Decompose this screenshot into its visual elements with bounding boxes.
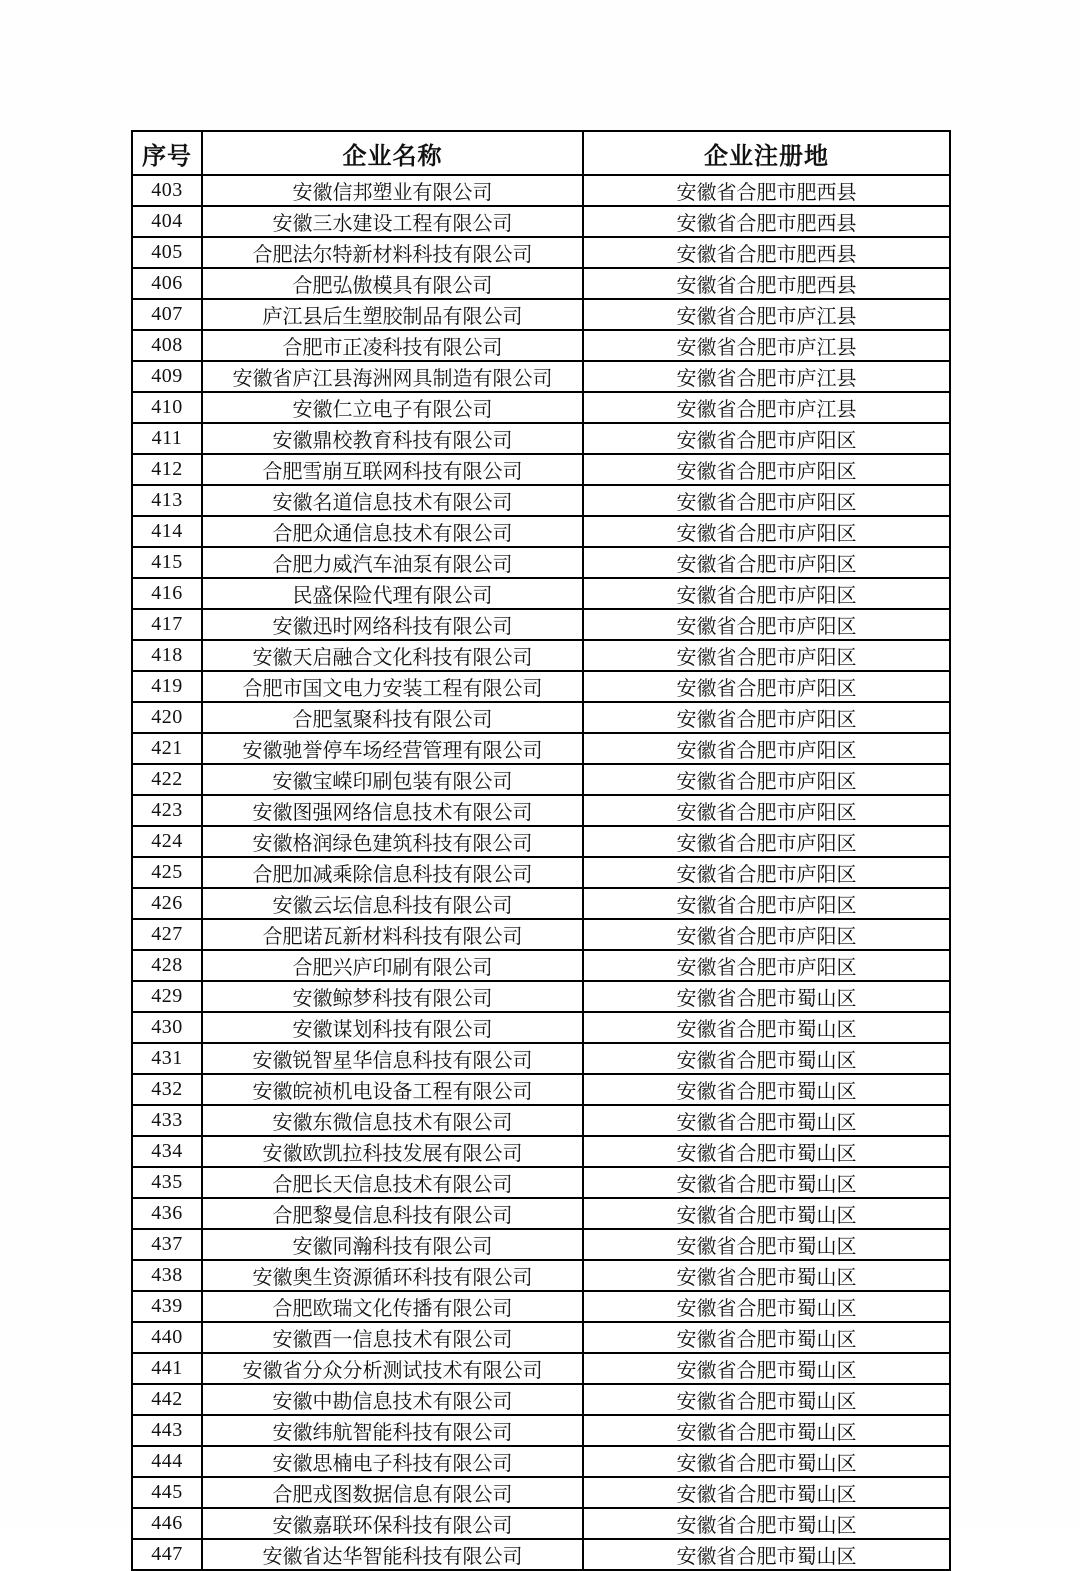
row-index-cell: 414 — [132, 516, 202, 547]
table-row — [132, 950, 950, 981]
company-name-cell: 安徽谋划科技有限公司 — [202, 1012, 583, 1043]
row-index-cell: 435 — [132, 1167, 202, 1198]
company-location-cell: 安徽省合肥市蜀山区 — [583, 1415, 950, 1446]
table-row — [132, 1012, 950, 1043]
company-name-cell: 安徽奥生资源循环科技有限公司 — [202, 1260, 583, 1291]
company-table — [131, 130, 951, 1571]
company-location-cell: 安徽省合肥市庐江县 — [583, 392, 950, 423]
table-row — [132, 888, 950, 919]
row-index-cell: 408 — [132, 330, 202, 361]
company-location-cell: 安徽省合肥市肥西县 — [583, 175, 950, 206]
row-index-cell: 417 — [132, 609, 202, 640]
table-row — [132, 547, 950, 578]
company-location-cell: 安徽省合肥市庐阳区 — [583, 764, 950, 795]
company-location-cell: 安徽省合肥市庐阳区 — [583, 795, 950, 826]
row-index-cell: 440 — [132, 1322, 202, 1353]
company-name-cell: 安徽迅时网络科技有限公司 — [202, 609, 583, 640]
company-name-cell: 安徽省分众分析测试技术有限公司 — [202, 1353, 583, 1384]
table-row — [132, 609, 950, 640]
company-location-cell: 安徽省合肥市蜀山区 — [583, 1384, 950, 1415]
row-index-cell: 426 — [132, 888, 202, 919]
company-location-cell: 安徽省合肥市庐阳区 — [583, 733, 950, 764]
table-row — [132, 392, 950, 423]
company-name-cell: 合肥戎图数据信息有限公司 — [202, 1477, 583, 1508]
row-index-cell: 405 — [132, 237, 202, 268]
company-name-cell: 合肥力威汽车油泵有限公司 — [202, 547, 583, 578]
company-location-cell: 安徽省合肥市蜀山区 — [583, 1012, 950, 1043]
company-name-cell: 安徽思楠电子科技有限公司 — [202, 1446, 583, 1477]
company-location-cell: 安徽省合肥市庐阳区 — [583, 454, 950, 485]
company-location-cell: 安徽省合肥市蜀山区 — [583, 1043, 950, 1074]
company-name-cell: 安徽皖祯机电设备工程有限公司 — [202, 1074, 583, 1105]
table-header-row — [132, 131, 950, 175]
row-index-cell: 441 — [132, 1353, 202, 1384]
table-row — [132, 1539, 950, 1570]
company-location-cell: 安徽省合肥市庐阳区 — [583, 423, 950, 454]
row-index-cell: 412 — [132, 454, 202, 485]
table-row — [132, 733, 950, 764]
company-location-cell: 安徽省合肥市庐阳区 — [583, 826, 950, 857]
row-index-cell: 403 — [132, 175, 202, 206]
table-row — [132, 175, 950, 206]
table-row — [132, 1043, 950, 1074]
company-location-cell: 安徽省合肥市庐阳区 — [583, 702, 950, 733]
table-row — [132, 1322, 950, 1353]
company-name-cell: 合肥法尔特新材料科技有限公司 — [202, 237, 583, 268]
company-location-cell: 安徽省合肥市庐阳区 — [583, 609, 950, 640]
row-index-cell: 409 — [132, 361, 202, 392]
company-location-cell: 安徽省合肥市蜀山区 — [583, 1229, 950, 1260]
company-name-cell: 合肥欧瑞文化传播有限公司 — [202, 1291, 583, 1322]
table-row — [132, 237, 950, 268]
row-index-cell: 433 — [132, 1105, 202, 1136]
table-row — [132, 361, 950, 392]
table-row — [132, 1353, 950, 1384]
company-location-cell: 安徽省合肥市庐阳区 — [583, 919, 950, 950]
row-index-cell: 425 — [132, 857, 202, 888]
table-row — [132, 423, 950, 454]
company-name-cell: 安徽东微信息技术有限公司 — [202, 1105, 583, 1136]
company-location-cell: 安徽省合肥市庐阳区 — [583, 547, 950, 578]
company-name-cell: 安徽宝嵘印刷包装有限公司 — [202, 764, 583, 795]
table-row — [132, 578, 950, 609]
table-row — [132, 919, 950, 950]
company-name-cell: 合肥市国文电力安装工程有限公司 — [202, 671, 583, 702]
company-name-cell: 安徽同瀚科技有限公司 — [202, 1229, 583, 1260]
company-name-cell: 民盛保险代理有限公司 — [202, 578, 583, 609]
company-name-cell: 安徽天启融合文化科技有限公司 — [202, 640, 583, 671]
row-index-cell: 432 — [132, 1074, 202, 1105]
row-index-cell: 418 — [132, 640, 202, 671]
company-location-cell: 安徽省合肥市蜀山区 — [583, 1291, 950, 1322]
table-row — [132, 640, 950, 671]
company-name-cell: 安徽名道信息技术有限公司 — [202, 485, 583, 516]
company-name-cell: 安徽驰誉停车场经营管理有限公司 — [202, 733, 583, 764]
table-row — [132, 268, 950, 299]
row-index-cell: 407 — [132, 299, 202, 330]
company-name-cell: 安徽图强网络信息技术有限公司 — [202, 795, 583, 826]
company-name-cell: 安徽欧凯拉科技发展有限公司 — [202, 1136, 583, 1167]
table-row — [132, 1136, 950, 1167]
row-index-cell: 416 — [132, 578, 202, 609]
company-name-cell: 安徽鼎校教育科技有限公司 — [202, 423, 583, 454]
table-row — [132, 764, 950, 795]
row-index-cell: 421 — [132, 733, 202, 764]
table-row — [132, 702, 950, 733]
table-row — [132, 857, 950, 888]
table-row — [132, 206, 950, 237]
column-header-company-name: 企业名称 — [202, 131, 583, 175]
row-index-cell: 422 — [132, 764, 202, 795]
row-index-cell: 447 — [132, 1539, 202, 1570]
company-name-cell: 合肥黎曼信息科技有限公司 — [202, 1198, 583, 1229]
company-location-cell: 安徽省合肥市蜀山区 — [583, 1136, 950, 1167]
company-location-cell: 安徽省合肥市庐阳区 — [583, 578, 950, 609]
row-index-cell: 419 — [132, 671, 202, 702]
company-location-cell: 安徽省合肥市庐江县 — [583, 299, 950, 330]
company-name-cell: 安徽信邦塑业有限公司 — [202, 175, 583, 206]
row-index-cell: 411 — [132, 423, 202, 454]
row-index-cell: 444 — [132, 1446, 202, 1477]
table-row — [132, 1260, 950, 1291]
row-index-cell: 429 — [132, 981, 202, 1012]
row-index-cell: 428 — [132, 950, 202, 981]
company-name-cell: 合肥市正凌科技有限公司 — [202, 330, 583, 361]
row-index-cell: 442 — [132, 1384, 202, 1415]
company-name-cell: 合肥诺瓦新材料科技有限公司 — [202, 919, 583, 950]
table-row — [132, 1477, 950, 1508]
company-location-cell: 安徽省合肥市庐阳区 — [583, 950, 950, 981]
company-name-cell: 安徽鲸梦科技有限公司 — [202, 981, 583, 1012]
company-name-cell: 安徽云坛信息科技有限公司 — [202, 888, 583, 919]
row-index-cell: 438 — [132, 1260, 202, 1291]
company-location-cell: 安徽省合肥市蜀山区 — [583, 1198, 950, 1229]
company-location-cell: 安徽省合肥市蜀山区 — [583, 1477, 950, 1508]
company-location-cell: 安徽省合肥市蜀山区 — [583, 1508, 950, 1539]
table-row — [132, 1198, 950, 1229]
company-location-cell: 安徽省合肥市肥西县 — [583, 237, 950, 268]
table-row — [132, 299, 950, 330]
table-row — [132, 516, 950, 547]
row-index-cell: 427 — [132, 919, 202, 950]
company-name-cell: 安徽三水建设工程有限公司 — [202, 206, 583, 237]
row-index-cell: 420 — [132, 702, 202, 733]
row-index-cell: 431 — [132, 1043, 202, 1074]
row-index-cell: 415 — [132, 547, 202, 578]
company-name-cell: 安徽酉一信息技术有限公司 — [202, 1322, 583, 1353]
row-index-cell: 446 — [132, 1508, 202, 1539]
company-location-cell: 安徽省合肥市蜀山区 — [583, 1167, 950, 1198]
company-name-cell: 安徽省庐江县海洲网具制造有限公司 — [202, 361, 583, 392]
row-index-cell: 439 — [132, 1291, 202, 1322]
company-location-cell: 安徽省合肥市庐阳区 — [583, 671, 950, 702]
company-location-cell: 安徽省合肥市蜀山区 — [583, 1260, 950, 1291]
company-location-cell: 安徽省合肥市庐江县 — [583, 361, 950, 392]
row-index-cell: 423 — [132, 795, 202, 826]
company-name-cell: 合肥弘傲模具有限公司 — [202, 268, 583, 299]
table-row — [132, 1508, 950, 1539]
table-row — [132, 826, 950, 857]
table-row — [132, 1446, 950, 1477]
company-name-cell: 安徽锐智星华信息科技有限公司 — [202, 1043, 583, 1074]
row-index-cell: 434 — [132, 1136, 202, 1167]
company-name-cell: 合肥众通信息技术有限公司 — [202, 516, 583, 547]
company-name-cell: 合肥加减乘除信息科技有限公司 — [202, 857, 583, 888]
table-row — [132, 1229, 950, 1260]
company-location-cell: 安徽省合肥市蜀山区 — [583, 1322, 950, 1353]
row-index-cell: 436 — [132, 1198, 202, 1229]
company-location-cell: 安徽省合肥市庐阳区 — [583, 485, 950, 516]
company-location-cell: 安徽省合肥市肥西县 — [583, 268, 950, 299]
company-location-cell: 安徽省合肥市蜀山区 — [583, 1353, 950, 1384]
company-location-cell: 安徽省合肥市蜀山区 — [583, 1105, 950, 1136]
row-index-cell: 406 — [132, 268, 202, 299]
table-row — [132, 1384, 950, 1415]
table-row — [132, 1074, 950, 1105]
company-location-cell: 安徽省合肥市庐阳区 — [583, 516, 950, 547]
company-location-cell: 安徽省合肥市蜀山区 — [583, 981, 950, 1012]
column-header-registration-place: 企业注册地 — [583, 131, 950, 175]
row-index-cell: 424 — [132, 826, 202, 857]
table-row — [132, 330, 950, 361]
company-location-cell: 安徽省合肥市庐阳区 — [583, 857, 950, 888]
table-row — [132, 485, 950, 516]
company-name-cell: 安徽纬航智能科技有限公司 — [202, 1415, 583, 1446]
company-name-cell: 合肥雪崩互联网科技有限公司 — [202, 454, 583, 485]
table-row — [132, 1415, 950, 1446]
table-row — [132, 981, 950, 1012]
company-name-cell: 安徽中勘信息技术有限公司 — [202, 1384, 583, 1415]
table-row — [132, 1167, 950, 1198]
company-name-cell: 安徽嘉联环保科技有限公司 — [202, 1508, 583, 1539]
company-table-body — [132, 175, 950, 1570]
row-index-cell: 443 — [132, 1415, 202, 1446]
row-index-cell: 437 — [132, 1229, 202, 1260]
company-name-cell: 安徽省达华智能科技有限公司 — [202, 1539, 583, 1570]
company-location-cell: 安徽省合肥市蜀山区 — [583, 1074, 950, 1105]
row-index-cell: 430 — [132, 1012, 202, 1043]
table-row — [132, 1291, 950, 1322]
company-name-cell: 安徽仁立电子有限公司 — [202, 392, 583, 423]
row-index-cell: 413 — [132, 485, 202, 516]
company-location-cell: 安徽省合肥市肥西县 — [583, 206, 950, 237]
company-name-cell: 安徽格润绿色建筑科技有限公司 — [202, 826, 583, 857]
company-name-cell: 合肥氢聚科技有限公司 — [202, 702, 583, 733]
company-name-cell: 合肥长天信息技术有限公司 — [202, 1167, 583, 1198]
company-location-cell: 安徽省合肥市蜀山区 — [583, 1446, 950, 1477]
table-row — [132, 1105, 950, 1136]
table-row — [132, 671, 950, 702]
company-name-cell: 合肥兴庐印刷有限公司 — [202, 950, 583, 981]
row-index-cell: 410 — [132, 392, 202, 423]
row-index-cell: 445 — [132, 1477, 202, 1508]
row-index-cell: 404 — [132, 206, 202, 237]
company-name-cell: 庐江县后生塑胶制品有限公司 — [202, 299, 583, 330]
company-location-cell: 安徽省合肥市庐江县 — [583, 330, 950, 361]
table-row — [132, 454, 950, 485]
column-header-index: 序号 — [132, 131, 202, 175]
table-row — [132, 795, 950, 826]
company-location-cell: 安徽省合肥市庐阳区 — [583, 640, 950, 671]
company-location-cell: 安徽省合肥市庐阳区 — [583, 888, 950, 919]
company-location-cell: 安徽省合肥市蜀山区 — [583, 1539, 950, 1570]
